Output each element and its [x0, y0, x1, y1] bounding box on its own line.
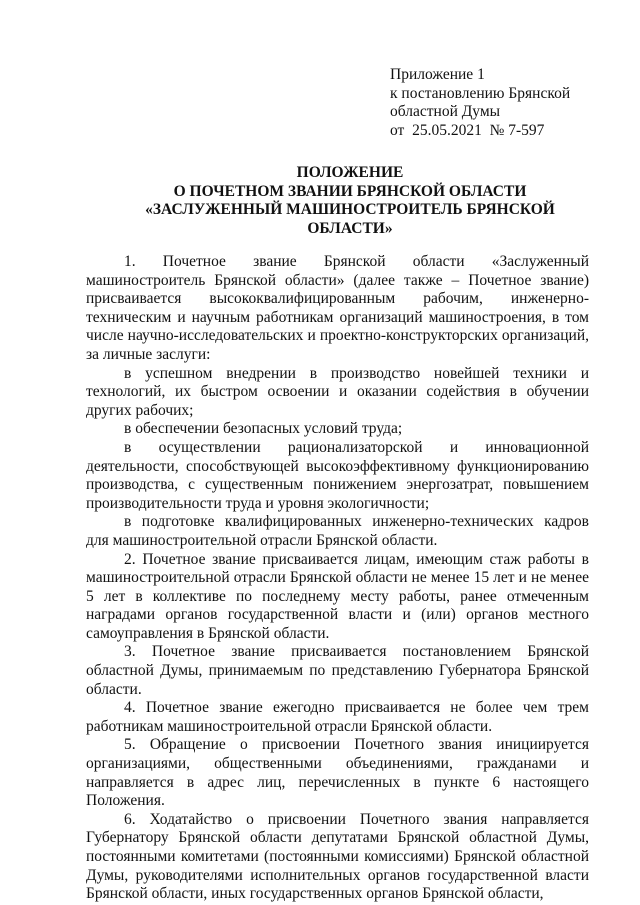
- document-body: [86, 253, 589, 904]
- appendix-block: [390, 66, 620, 140]
- paragraph-item-5: 5. Обращение о присвоении Почетного звания инициируется организациями, общественными объединениями, гражданами и направляется в адрес лиц, перечисленных в пункте 6 настоящего Положения.: [86, 736, 589, 810]
- paragraph-subitem: в успешном внедрении в производство новейшей техники и технологий, их быстром освоении и оказании содействия в обучении других рабочих;: [86, 364, 589, 419]
- paragraph-item-3: 3. Почетное звание присваивается постановлением Брянской областной Думы, принимаемым по представлению Губернатора Брянской области.: [86, 643, 589, 698]
- title-line: ПОЛОЖЕНИЕ: [296, 164, 404, 181]
- paragraph-subitem: в обеспечении безопасных условий труда;: [124, 420, 403, 438]
- paragraph-item-2: 2. Почетное звание присваивается лицам, имеющим стаж работы в машиностроительной отрасли Брянской области не менее 15 лет и не менее 5 лет в коллективе по последнему месту работы, ранее отмеченным наградами органов государственной власти и (или) органов местного самоуправления в Брянской области.: [86, 550, 589, 642]
- appendix-line: к постановлению Брянской: [390, 84, 571, 102]
- appendix-line: областной Думы: [390, 103, 501, 121]
- paragraph-item-6: 6. Ходатайство о присвоении Почетного звания направляется Губернатору Брянской области депутатами Брянской областной Думы, постоянными комитетами (постоянными комиссиями) Брянской областной Думы, руководителями исполнительных органов государственной власти Брянской области, иных государственных органов Брянской области,: [86, 810, 589, 903]
- appendix-date-number: от 25.05.2021 № 7-597: [390, 121, 545, 139]
- title-line: «ЗАСЛУЖЕННЫЙ МАШИНОСТРОИТЕЛЬ БРЯНСКОЙ: [145, 201, 555, 219]
- document-title: [120, 164, 580, 238]
- paragraph-subitem: в осуществлении рационализаторской и инновационной деятельности, способствующей высокоэффективному функционированию производства, с существенным понижением энергозатрат, повышением производительности труда и уровня экологичности;: [86, 438, 589, 512]
- title-line: О ПОЧЕТНОМ ЗВАНИИ БРЯНСКОЙ ОБЛАСТИ: [173, 182, 527, 200]
- appendix-line: Приложение 1: [390, 66, 485, 83]
- paragraph-item-1: 1. Почетное звание Брянской области «Заслуженный машиностроитель Брянской области» (далее также – Почетное звание) присваивается высококвалифицированным рабочим, инженерно-техническим и научным работникам организаций машиностроения, в том числе научно-исследовательских и проектно-конструкторских организаций, за личные заслуги:: [86, 253, 589, 363]
- title-line: ОБЛАСТИ»: [307, 219, 393, 237]
- paragraph-subitem: в подготовке квалифицированных инженерно-технических кадров для машиностроительной отрасли Брянской области.: [86, 513, 589, 549]
- paragraph-item-4: 4. Почетное звание ежегодно присваивается не более чем трем работникам машиностроительной отрасли Брянской области.: [86, 699, 589, 735]
